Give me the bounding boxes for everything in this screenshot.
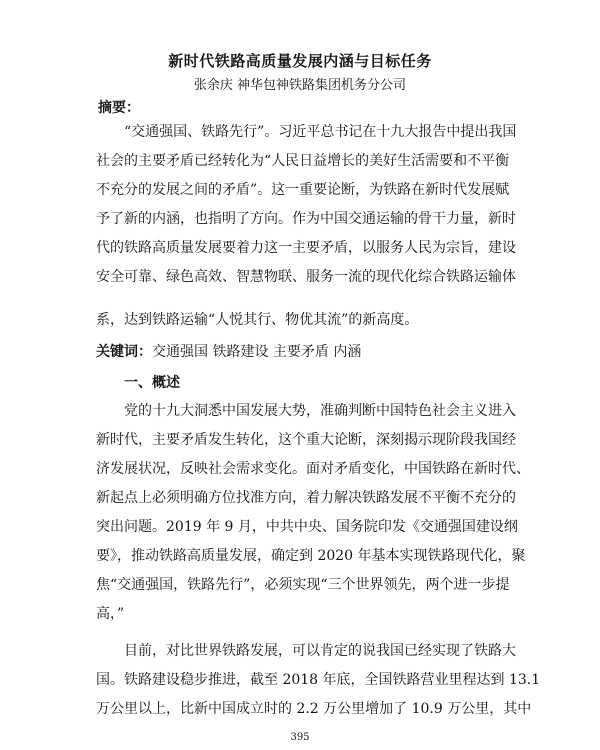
abstract-line: “交通强国、铁路先行”。习近平总书记在十九大报告中提出我国	[124, 124, 517, 140]
abstract-line: 系，达到铁路运输“人悦其行、物优其流”的新高度。	[96, 312, 419, 328]
body-line: 要》，推动铁路高质量发展，确定到 2020 年基本实现铁路现代化，聚	[96, 548, 526, 564]
body-line: 高，”	[96, 606, 125, 622]
body-line: 万公里以上，比新中国成立时的 2.2 万公里增加了 10.9 万公里，其中	[96, 701, 532, 717]
body-line: 党的十九大洞悉中国发展大势，准确判断中国特色社会主义进入	[124, 403, 516, 419]
abstract-line: 社会的主要矛盾已经转化为“人民日益增长的美好生活需要和不平衡	[96, 153, 510, 169]
abstract-line: 不充分的发展之间的矛盾”。这一重要论断，为铁路在新时代发展赋	[96, 182, 510, 198]
abstract-line: 予了新的内涵，也指明了方向。作为中国交通运输的骨干力量，新时	[96, 211, 516, 227]
section-heading: 一、概述	[124, 375, 180, 391]
body-line: 突出问题。2019 年 9 月，中共中央、国务院印发《交通强国建设纲	[96, 519, 518, 535]
abstract-line: 安全可靠、绿色高效、智慧物联、服务一流的现代化综合铁路运输体	[96, 269, 516, 285]
body-line: 目前，对比世界铁路发展，可以肯定的说我国已经实现了铁路大	[124, 643, 516, 659]
body-line: 焦“交通强国，铁路先行”，必须实现“三个世界领先，两个进一步提	[96, 577, 510, 593]
keywords	[96, 341, 361, 361]
keywords-label: 关键词：	[96, 344, 152, 360]
body-line: 新起点上必须明确方位找准方向，着力解决铁路发展不平衡不充分的	[96, 490, 516, 506]
body-line: 国。铁路建设稳步推进，截至 2018 年底，全国铁路营业里程达到 13.1	[96, 672, 541, 688]
paper-title: 新时代铁路高质量发展内涵与目标任务	[168, 52, 432, 70]
body-line: 济发展状况，反映社会需求变化。面对矛盾变化，中国铁路在新时代、	[96, 461, 530, 477]
page-number: 395	[290, 732, 310, 743]
abstract-heading: 摘要：	[98, 100, 140, 116]
body-line: 新时代，主要矛盾发生转化，这个重大论断，深刻揭示现阶段我国经	[96, 432, 516, 448]
author-affiliation: 张余庆 神华包神铁路集团机务分公司	[193, 78, 407, 93]
abstract-line: 代的铁路高质量发展要着力这一主要矛盾，以服务人民为宗旨，建设	[96, 240, 516, 256]
keywords-value: 交通强国 铁路建设 主要矛盾 内涵	[152, 344, 362, 360]
